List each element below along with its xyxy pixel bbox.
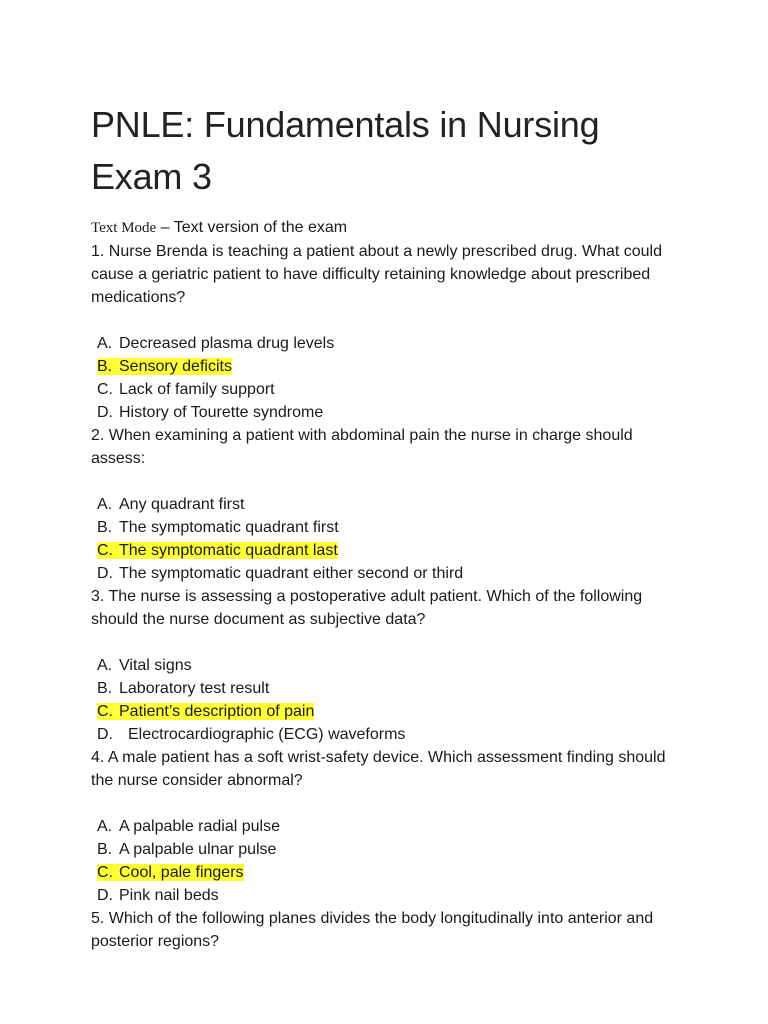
option-letter: C. (97, 542, 113, 559)
answer-option-text (97, 519, 339, 536)
answer-option (97, 562, 691, 585)
answer-option (97, 815, 691, 838)
answer-option (97, 700, 691, 723)
answer-option-text (97, 841, 276, 858)
answer-option (97, 861, 691, 884)
option-letter: A. (97, 818, 113, 835)
answer-option-text (97, 726, 405, 743)
option-letter: C. (97, 381, 113, 398)
question-text: 5. Which of the following planes divides the body longitudinally into anterior and posterior regions? (91, 910, 654, 950)
answer-option (97, 884, 691, 907)
answer-option (97, 723, 691, 746)
option-label: The symptomatic quadrant either second or third (119, 565, 464, 582)
question-block (91, 585, 691, 746)
correct-answer-highlight (97, 864, 244, 881)
option-label: Pink nail beds (119, 887, 219, 904)
option-letter: C. (97, 864, 113, 881)
option-letter: B. (97, 519, 113, 536)
option-letter: B. (97, 841, 113, 858)
option-letter: A. (97, 657, 113, 674)
correct-answer-highlight (97, 703, 314, 720)
option-letter: B. (97, 680, 113, 697)
answer-option (97, 378, 691, 401)
question-block (91, 424, 691, 585)
answer-option (97, 355, 691, 378)
question-text: 4. A male patient has a soft wrist-safety device. Which assessment finding should the nurse consider abnormal? (91, 749, 666, 789)
option-label: Cool, pale fingers (119, 864, 244, 881)
option-label: A palpable ulnar pulse (119, 841, 277, 858)
answer-option (97, 654, 691, 677)
option-letter: B. (97, 358, 113, 375)
answer-option (97, 493, 691, 516)
answer-option-text (97, 381, 275, 398)
answer-option-text (97, 496, 244, 513)
option-label: The symptomatic quadrant first (119, 519, 339, 536)
option-label: Laboratory test result (119, 680, 270, 697)
option-label: Lack of family support (119, 381, 275, 398)
option-letter: A. (97, 335, 113, 352)
option-label: Vital signs (119, 657, 192, 674)
option-label: History of Tourette syndrome (119, 404, 324, 421)
option-label: A palpable radial pulse (119, 818, 281, 835)
question-text: 3. The nurse is assessing a postoperative adult patient. Which of the following should the nurse document as subjective data? (91, 588, 643, 628)
answer-option (97, 838, 691, 861)
option-letter: D. (97, 565, 113, 582)
question-block (91, 746, 691, 907)
correct-answer-highlight (97, 542, 338, 559)
answer-option-text (97, 565, 463, 582)
answer-option-text (97, 657, 192, 674)
answer-option (97, 516, 691, 539)
option-label: Patient’s description of pain (119, 703, 315, 720)
option-list (91, 654, 691, 746)
option-list (91, 332, 691, 424)
option-letter: D. (97, 726, 113, 743)
option-list (91, 493, 691, 585)
question-block (91, 907, 691, 953)
question-text: 2. When examining a patient with abdominal pain the nurse in charge should assess: (91, 427, 633, 467)
document-page (91, 0, 691, 953)
answer-option-text (97, 818, 280, 835)
answer-option-text (97, 335, 334, 352)
subtitle-mode: Text Mode (91, 220, 157, 236)
answer-option (97, 539, 691, 562)
question-list (91, 240, 691, 953)
subtitle (91, 216, 691, 240)
option-letter: D. (97, 887, 113, 904)
option-letter: D. (97, 404, 113, 421)
answer-option-text (97, 404, 323, 421)
option-list (91, 815, 691, 907)
answer-option (97, 677, 691, 700)
answer-option-text (97, 887, 219, 904)
option-label: Electrocardiographic (ECG) waveforms (128, 726, 406, 743)
answer-option (97, 332, 691, 355)
page-title: PNLE: Fundamentals in Nursing Exam 3 (91, 104, 600, 197)
question-text: 1. Nurse Brenda is teaching a patient about a newly prescribed drug. What could cause a geriatric patient to have difficulty retaining knowledge about prescribed medications? (91, 243, 662, 306)
question-block (91, 240, 691, 424)
option-label: Any quadrant first (119, 496, 245, 513)
option-label: Sensory deficits (119, 358, 232, 375)
option-letter: C. (97, 703, 113, 720)
correct-answer-highlight (97, 358, 232, 375)
option-label: The symptomatic quadrant last (119, 542, 338, 559)
subtitle-rest: – Text version of the exam (156, 219, 348, 236)
option-label: Decreased plasma drug levels (119, 335, 335, 352)
answer-option-text (97, 680, 269, 697)
option-letter: A. (97, 496, 113, 513)
answer-option (97, 401, 691, 424)
